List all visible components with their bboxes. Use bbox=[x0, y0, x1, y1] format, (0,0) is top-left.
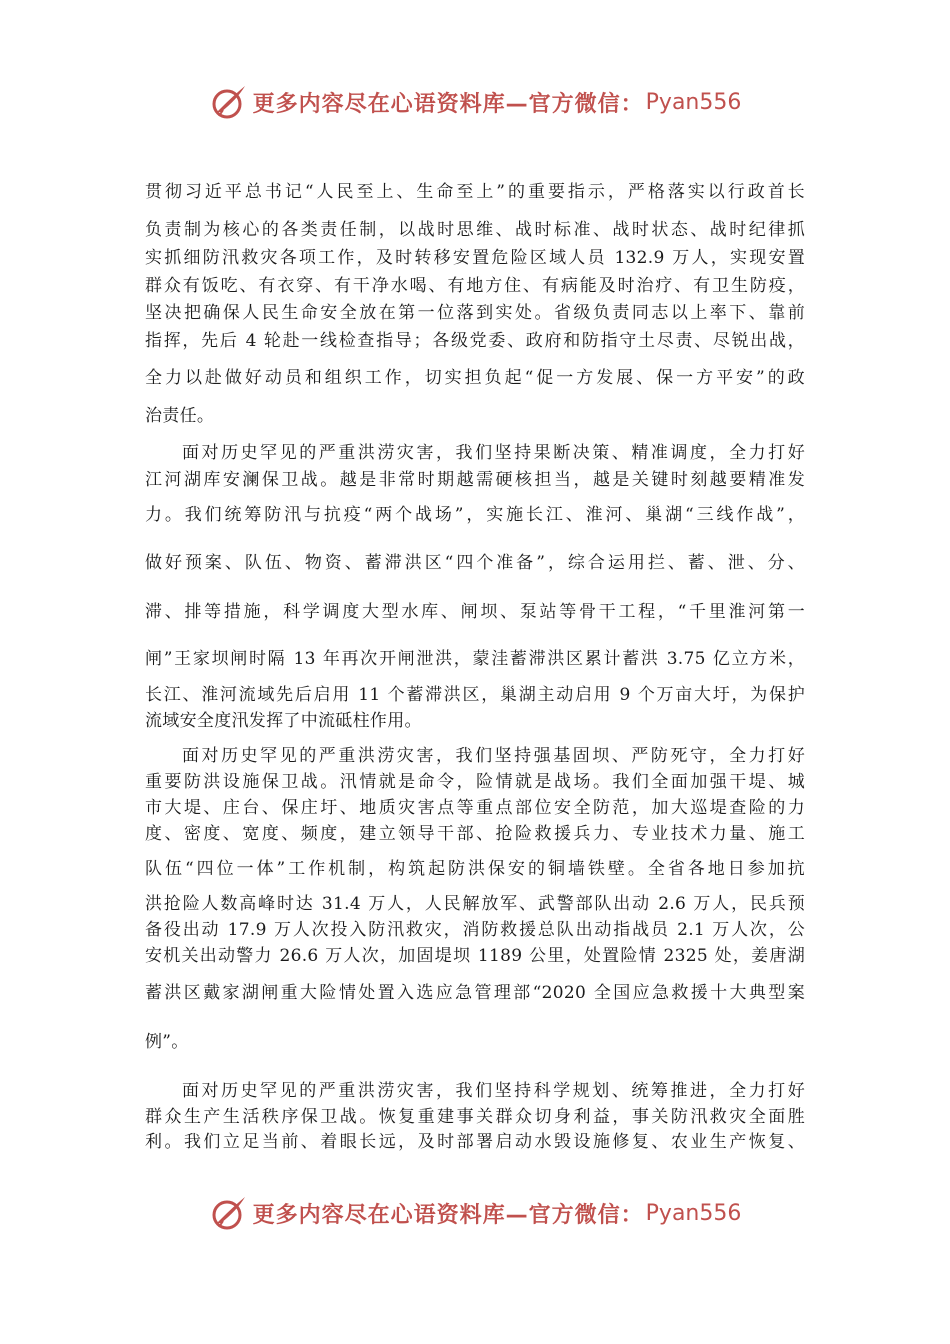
paragraph-line: 市大堤、庄台、保庄圩、地质灾害点等重点部位安全防范，加大巡堤查险的力 bbox=[145, 798, 805, 818]
banner-wechat-id: Pyan556 bbox=[645, 89, 742, 115]
paragraph-line: 坚决把确保人民生命安全放在第一位落到实处。省级负责同志以上率下、靠前 bbox=[145, 303, 805, 323]
banner-brand-text: 更多内容尽在心语资料库—官方微信： bbox=[252, 91, 644, 117]
paragraph-line: 贯彻习近平总书记“人民至上、生命至上”的重要指示，严格落实以行政首长 bbox=[145, 182, 805, 202]
quill-pen-icon bbox=[209, 1193, 249, 1233]
paragraph-line: 洪抢险人数高峰时达 31.4 万人，人民解放军、武警部队出动 2.6 万人，民兵预 bbox=[145, 894, 805, 914]
paragraph-line: 重要防洪设施保卫战。汛情就是命令，险情就是战场。我们全面加强干堤、城 bbox=[145, 772, 805, 792]
paragraph-line: 度、密度、宽度、频度，建立领导干部、抢险救援兵力、专业技术力量、施工 bbox=[145, 824, 805, 844]
paragraph-line: 做好预案、队伍、物资、蓄滞洪区“四个准备”，综合运用拦、蓄、泄、分、 bbox=[145, 553, 805, 573]
paragraph-line: 力。我们统筹防汛与抗疫“两个战场”，实施长江、淮河、巢湖“三线作战”， bbox=[145, 505, 805, 525]
quill-pen-icon bbox=[209, 82, 249, 122]
banner-brand-text: 更多内容尽在心语资料库—官方微信： bbox=[252, 1202, 644, 1228]
paragraph-line: 全力以赴做好动员和组织工作，切实担负起“促一方发展、保一方平安”的政 bbox=[145, 368, 805, 388]
paragraph-line: 面对历史罕见的严重洪涝灾害，我们坚持科学规划、统筹推进，全力打好 bbox=[182, 1081, 805, 1101]
paragraph-line: 面对历史罕见的严重洪涝灾害，我们坚持强基固坝、严防死守，全力打好 bbox=[182, 746, 805, 766]
paragraph-line: 备役出动 17.9 万人次投入防汛救灾，消防救援总队出动指战员 2.1 万人次，公 bbox=[145, 920, 805, 940]
footer-banner bbox=[0, 1191, 950, 1235]
paragraph-line: 滞、排等措施，科学调度大型水库、闸坝、泵站等骨干工程，“千里淮河第一 bbox=[145, 602, 805, 622]
paragraph-line: 负责制为核心的各类责任制，以战时思维、战时标准、战时状态、战时纪律抓 bbox=[145, 220, 805, 240]
paragraph-line: 流域安全度汛发挥了中流砥柱作用。 bbox=[145, 711, 422, 731]
paragraph-line: 治责任。 bbox=[145, 406, 215, 426]
paragraph-line: 例”。 bbox=[145, 1032, 189, 1052]
paragraph-line: 安机关出动警力 26.6 万人次，加固堤坝 1189 公里，处置险情 2325 处，姜唐湖 bbox=[145, 946, 805, 966]
paragraph-line: 指挥，先后 4 轮赴一线检查指导；各级党委、政府和防指守土尽责、尽锐出战， bbox=[145, 331, 805, 351]
banner-wechat-id: Pyan556 bbox=[645, 1200, 742, 1226]
paragraph-line: 长江、淮河流域先后启用 11 个蓄滞洪区，巢湖主动启用 9 个万亩大圩，为保护 bbox=[145, 685, 805, 705]
paragraph-line: 闸”王家坝闸时隔 13 年再次开闸泄洪，蒙洼蓄滞洪区累计蓄洪 3.75 亿立方米， bbox=[145, 649, 805, 669]
paragraph-line: 利。我们立足当前、着眼长远，及时部署启动水毁设施修复、农业生产恢复、 bbox=[145, 1132, 805, 1152]
paragraph-line: 蓄洪区戴家湖闸重大险情处置入选应急管理部“2020 全国应急救援十大典型案 bbox=[145, 983, 805, 1003]
paragraph-line: 面对历史罕见的严重洪涝灾害，我们坚持果断决策、精准调度，全力打好 bbox=[182, 443, 805, 463]
header-banner bbox=[0, 80, 950, 124]
paragraph-line: 群众有饭吃、有衣穿、有干净水喝、有地方住、有病能及时治疗、有卫生防疫， bbox=[145, 276, 805, 296]
paragraph-line: 实抓细防汛救灾各项工作，及时转移安置危险区域人员 132.9 万人，实现安置 bbox=[145, 248, 805, 268]
paragraph-line: 队伍“四位一体”工作机制，构筑起防洪保安的铜墙铁壁。全省各地日参加抗 bbox=[145, 859, 805, 879]
paragraph-line: 群众生产生活秩序保卫战。恢复重建事关群众切身利益，事关防汛救灾全面胜 bbox=[145, 1107, 805, 1127]
paragraph-line: 江河湖库安澜保卫战。越是非常时期越需硬核担当，越是关键时刻越要精准发 bbox=[145, 470, 805, 490]
